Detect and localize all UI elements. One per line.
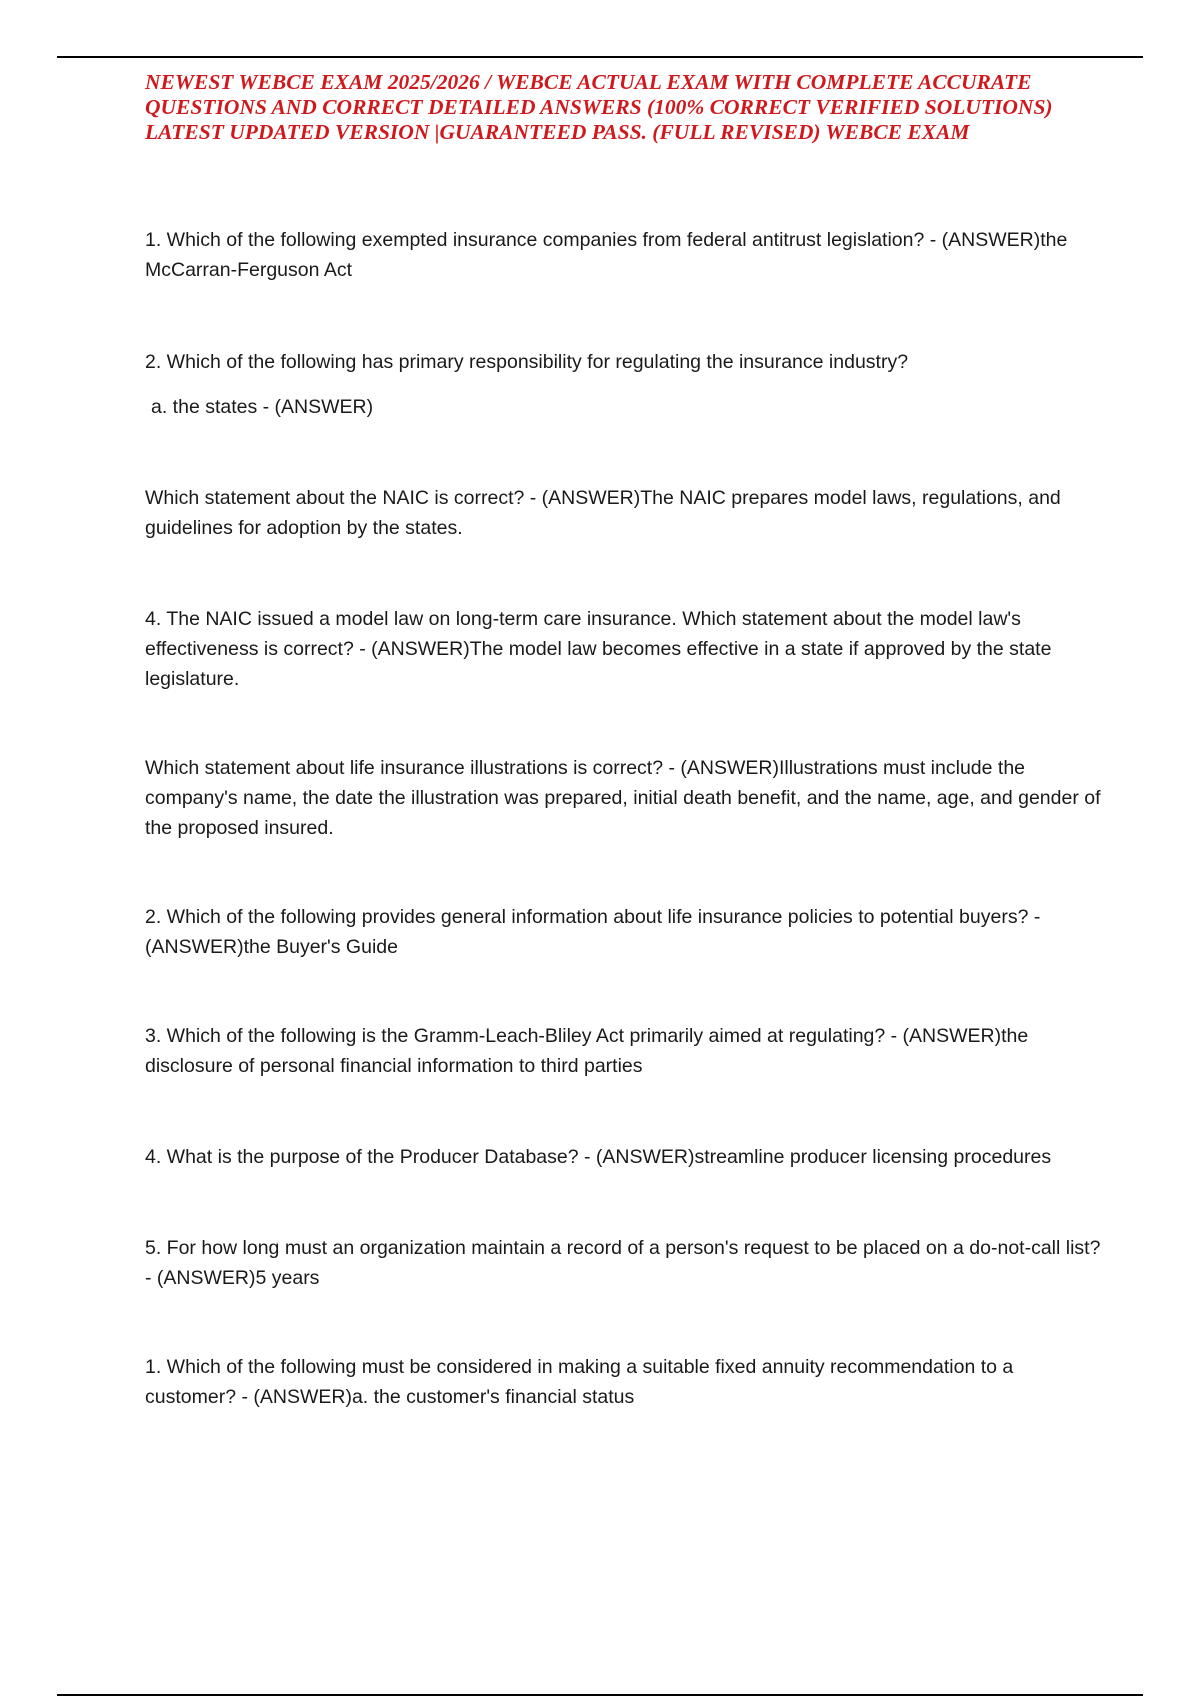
document-title: NEWEST WEBCE EXAM 2025/2026 / WEBCE ACTUAL EXAM WITH COMPLETE ACCURATE QUESTIONS AND CORRECT DETAILED ANSWERS (100% CORRECT VERIFIED SOLUTIONS) LATEST UPDATED VERSION |GUARANTEED PASS. (FULL REVISED) WEBCE EXAM [145,70,1053,144]
question-5-do-not-call: 5. For how long must an organization maintain a record of a person's request to be placed on a do-not-call list? - (ANSWER)5 years [145,1237,1101,1289]
question-4-model-law: 4. The NAIC issued a model law on long-term care insurance. Which statement about the model law's effectiveness is correct? - (ANSWER)The model law becomes effective in a state if approved by the state legislature. [145,608,1052,690]
question-1-fixed-annuity: 1. Which of the following must be considered in making a suitable fixed annuity recommendation to a customer? - (ANSWER)a. the customer's financial status [145,1356,1014,1408]
answer-2-the-states: a. the states - (ANSWER) [151,396,374,418]
bottom-rule [57,1694,1143,1696]
question-3-gramm-leach-bliley: 3. Which of the following is the Gramm-Leach-Bliley Act primarily aimed at regulating? - (ANSWER)the disclosure of personal financial information to third parties [145,1025,1029,1077]
question-4-producer-database: 4. What is the purpose of the Producer Database? - (ANSWER)streamline producer licensing procedures [145,1146,1052,1168]
question-1-exempted-antitrust: 1. Which of the following exempted insurance companies from federal antitrust legislation? - (ANSWER)the McCarran-Ferguson Act [145,229,1068,281]
question-2-buyers-guide: 2. Which of the following provides general information about life insurance policies to potential buyers? - (ANSWER)the Buyer's Guide [145,906,1041,958]
top-rule [57,56,1143,58]
question-illustrations: Which statement about life insurance illustrations is correct? - (ANSWER)Illustrations must include the company's name, the date the illustration was prepared, initial death benefit, and the name, age, and gender of the proposed insured. [145,757,1101,839]
question-2-primary-regulator: 2. Which of the following has primary responsibility for regulating the insurance industry? [145,351,909,373]
question-naic-statement: Which statement about the NAIC is correct? - (ANSWER)The NAIC prepares model laws, regulations, and guidelines for adoption by the states. [145,487,1061,539]
